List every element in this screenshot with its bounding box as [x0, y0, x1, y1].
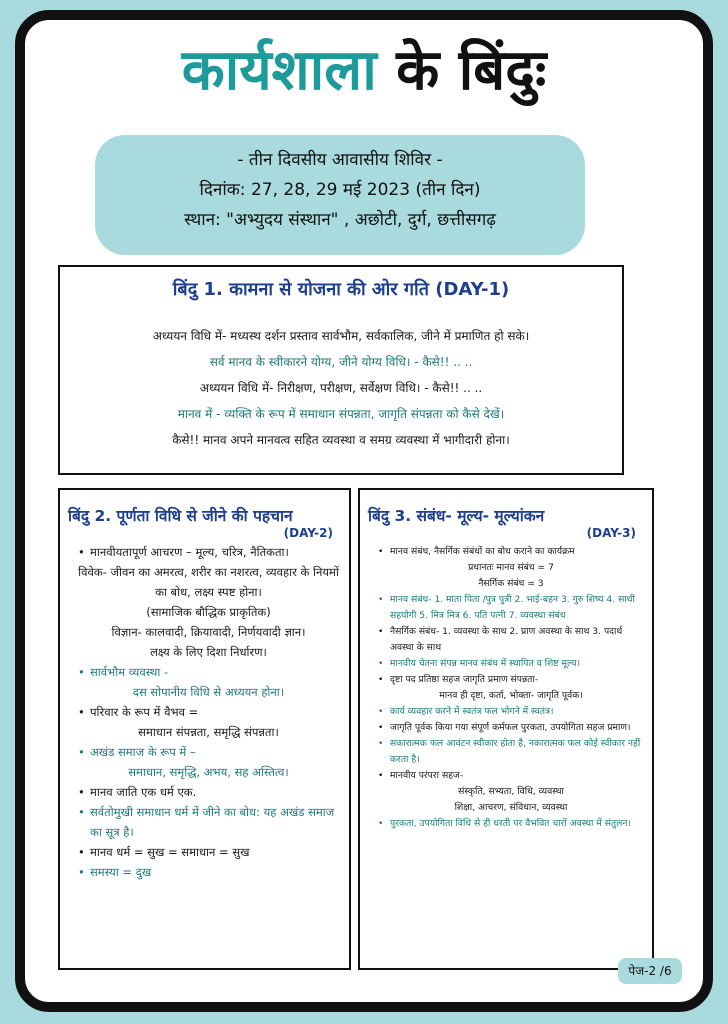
- list-subline: मानव ही दृष्टा, कर्ता, भोक्ता- जागृति पूर्वक।: [439, 690, 583, 701]
- list-subline: समाधान, समृद्धि, अभय, सह अस्तित्व।: [128, 765, 289, 779]
- point-1-line: कैसे!! मानव अपने मानवत्व सहित व्यवस्था व समग्र व्यवस्था में भागीदारी होना।: [172, 433, 510, 447]
- point-2-list: [60, 540, 349, 882]
- page-title: [0, 40, 728, 102]
- list-subline: विवेक- जीवन का अमरत्व, शरीर का नशरत्व, व्यवहार के नियमों का बोध, लक्ष्य स्पष्ट होना।: [78, 565, 339, 599]
- point-2-heading: बिंदु 2. पूर्णता विधि से जीने की पहचान: [68, 507, 293, 525]
- list-subline: शिक्षा, आचरण, संविधान, व्यवस्था: [454, 802, 568, 813]
- point-3-heading: बिंदु 3. संबंध- मूल्य- मूल्यांकन: [368, 507, 545, 525]
- point-2-box: [58, 488, 351, 970]
- page-number-badge: पेज-2 /6: [618, 958, 682, 984]
- point-1-content: [60, 323, 622, 453]
- list-item: • जागृति पूर्वक किया गया संपूर्ण कर्मफल पुरकता, उपयोगिता सहज प्रमाण।: [378, 720, 644, 736]
- list-subline: विज्ञान- कालवादी, क्रियावादी, निर्णयवादी ज्ञान।: [111, 625, 306, 639]
- point-1-line: मानव में - व्यक्ति के रूप में समाधान संपन्नता, जागृति संपन्नता को कैसे देखें।: [177, 407, 505, 421]
- info-line-1: - तीन दिवसीय आवासीय शिविर -: [237, 150, 443, 170]
- list-subline: (सामाजिक बौद्धिक प्राकृतिक): [146, 605, 271, 619]
- list-subline: लक्ष्य के लिए दिशा निर्धारण।: [150, 645, 267, 659]
- point-2-day: (DAY-2): [283, 526, 333, 540]
- title-part-1: कार्यशाला: [181, 38, 377, 103]
- point-3-day: (DAY-3): [586, 526, 636, 540]
- list-item: • दृष्टा पद प्रतिष्ठा सहज जागृति प्रमाण संपन्नता-: [378, 672, 644, 688]
- list-item: • कार्य व्यवहार करने में स्वतंत्र फल भोगने में स्वतंत्र।: [378, 704, 644, 720]
- point-1-line: अध्ययन विधि में- निरीक्षण, परीक्षण, सर्वेक्षण विधि। - कैसे!! .. ..: [199, 381, 483, 395]
- list-item: • सकारात्मक फल आवंटन स्वीकार होता है, नकारात्मक फल कोई स्वीकार नहीं करता है।: [378, 736, 644, 768]
- point-1-box: [58, 265, 624, 475]
- list-subline: नैसर्गिक संबंध = 3: [478, 578, 544, 589]
- list-item: • परिवार के रूप में वैभव =: [78, 702, 339, 722]
- list-item: • मानव जाति एक धर्म एक.: [78, 782, 339, 802]
- point-3-box: [358, 488, 654, 970]
- list-item: • सार्वभौम व्यवस्था -: [78, 662, 339, 682]
- list-item: • मानवीय चेतना संपन्न मानव संबंध में स्थापित व शिष्ट मूल्य।: [378, 656, 644, 672]
- info-line-3: स्थान: "अभ्युदय संस्थान" , अछोटी, दुर्ग, छत्तीसगढ़: [184, 210, 496, 230]
- list-item: • मानव संबंध, नैसर्गिक संबंधों का बोध कराने का कार्यक्रम: [378, 544, 644, 560]
- point-1-line: सर्व मानव के स्वीकारने योग्य, जीने योग्य विधि। - कैसे!! .. ..: [209, 355, 473, 369]
- info-line-2: दिनांक: 27, 28, 29 मई 2023 (तीन दिन): [199, 180, 481, 200]
- list-item: • समस्या = दुख: [78, 862, 339, 882]
- list-subline: प्रधानतः मानव संबंध = 7: [468, 562, 554, 573]
- list-item: • सर्वतोमुखी समाधान धर्म में जीने का बोध: यह अखंड समाज का सूत्र है।: [78, 802, 339, 842]
- list-subline: समाधान संपन्नता, समृद्धि संपन्नता।: [138, 725, 279, 739]
- list-item: • पुरकता, उपयोगिता विधि से ही धरती पर वैभवित चारों अवस्था में संतुलन।: [378, 816, 644, 832]
- list-item: • मानव धर्म = सुख = समाधान = सुख: [78, 842, 339, 862]
- list-item: • अखंड समाज के रूप में –: [78, 742, 339, 762]
- title-part-2: के बिंदुः: [396, 38, 547, 103]
- workshop-info-panel: [95, 135, 585, 255]
- list-subline: दस सोपानीय विधि से अध्ययन होना।: [132, 685, 285, 699]
- point-1-line: अध्ययन विधि में- मध्यस्थ दर्शन प्रस्ताव सार्वभौम, सर्वकालिक, जीने में प्रमाणित हो सके।: [152, 329, 530, 343]
- list-item: • मानवीय परंपरा सहज-: [378, 768, 644, 784]
- point-3-list: [360, 540, 652, 832]
- list-item: • मानव संबंध- 1. माता पिता /पुत्र पुत्री 2. भाई-बहन 3. गुरु शिष्य 4. साथी सहयोगी 5. मित्र मित्र 6. पति पत्नी 7. व्यवस्था संबंध: [378, 592, 644, 624]
- point-1-heading: बिंदु 1. कामना से योजना की ओर गति (DAY-1): [172, 279, 510, 300]
- list-subline: संस्कृति, सभ्यता, विधि, व्यवस्था: [458, 786, 564, 797]
- list-item: • मानवीयतापूर्ण आचरण – मूल्य, चरित्र, नैतिकता।: [78, 542, 339, 562]
- list-item: • नैसर्गिक संबंध- 1. व्यवस्था के साथ 2. प्राण अवस्था के साथ 3. पदार्थ अवस्था के साथ: [378, 624, 644, 656]
